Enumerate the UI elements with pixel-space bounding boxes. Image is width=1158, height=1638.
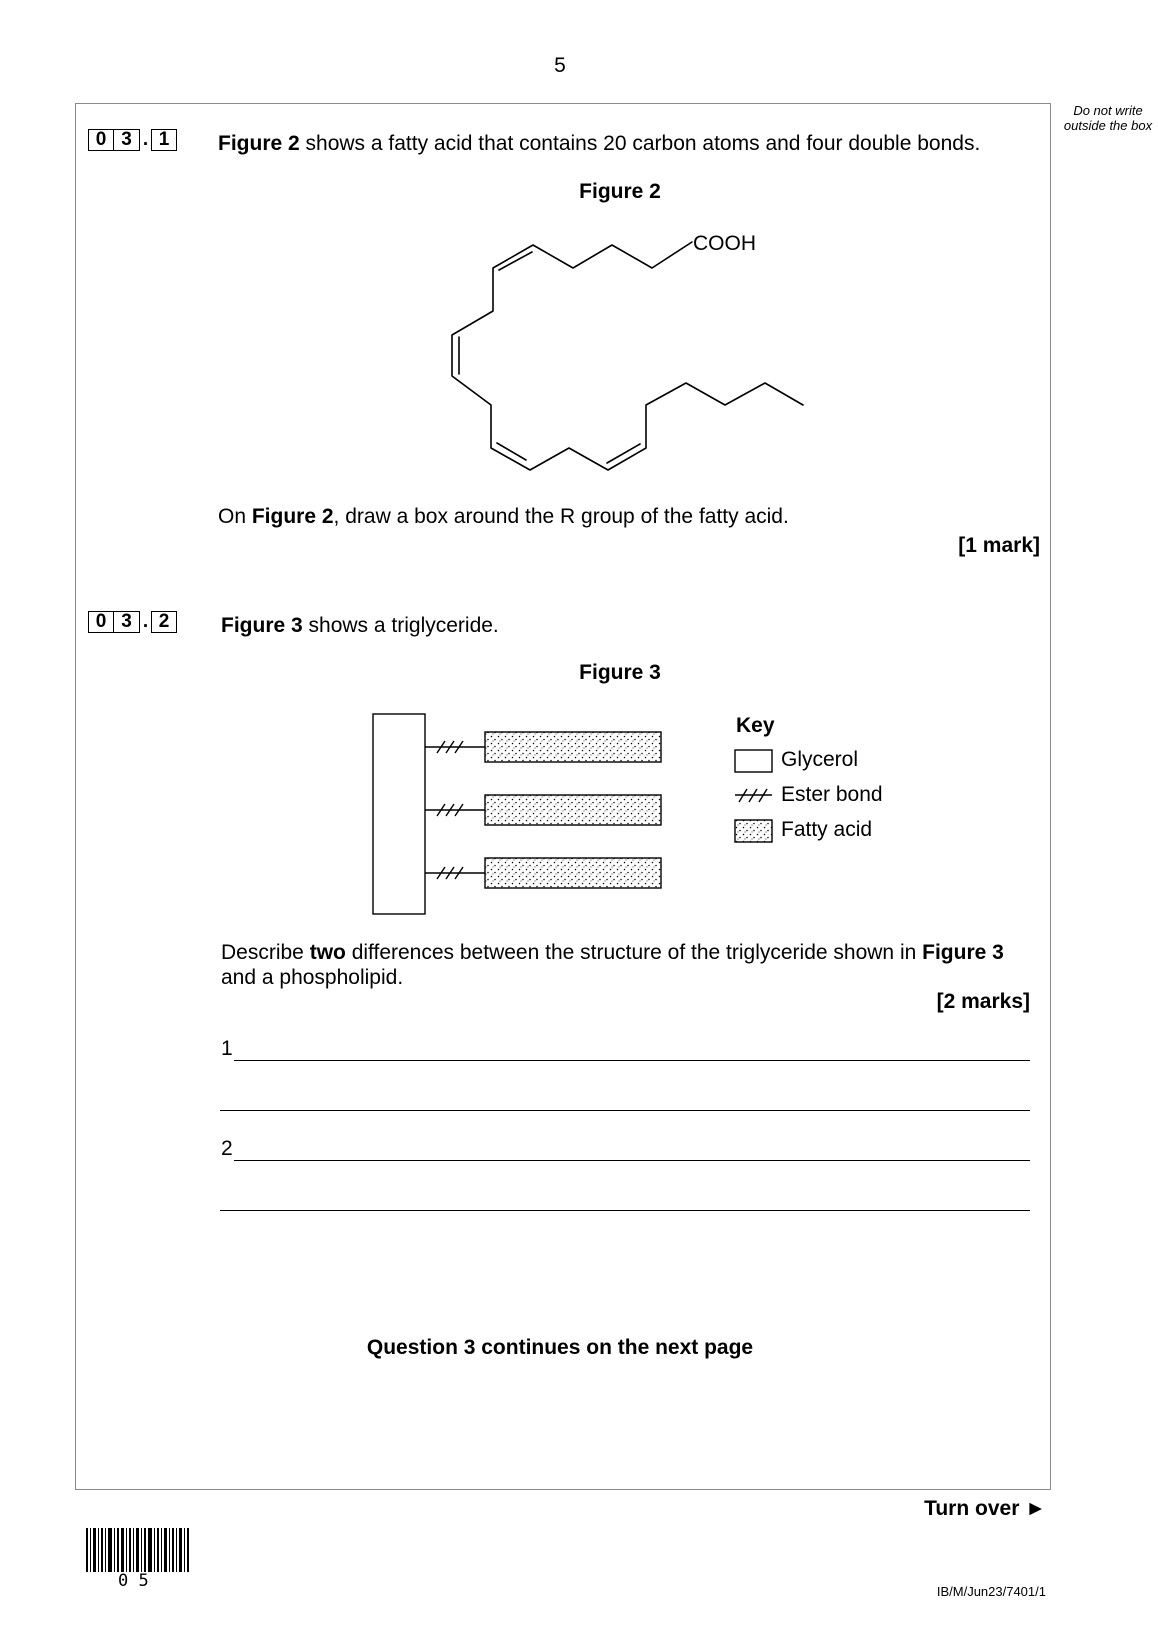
question-03-2-intro: [221, 613, 499, 638]
marks-03-1: [1 mark]: [958, 534, 1040, 557]
answer-line[interactable]: [220, 1110, 1030, 1111]
answer-number-1: 1: [221, 1037, 233, 1060]
fatty-acid-chain: [485, 858, 661, 888]
question-part: 1: [151, 129, 177, 151]
figure-ref: Figure 3: [221, 614, 303, 637]
question-dot: .: [142, 611, 149, 632]
figure-ref: Figure 2: [251, 505, 334, 528]
question-03-1-instruction: [218, 504, 789, 529]
glycerol-block: [373, 714, 425, 914]
barcode-digits: 0 5: [118, 1571, 149, 1591]
describe-text: differences between the structure of the triglyceride shown in: [345, 941, 923, 964]
key-title: Key: [736, 714, 775, 737]
describe-text: Describe: [221, 941, 310, 964]
question-03-1-intro: [218, 131, 980, 156]
fatty-acid-structure: [430, 225, 810, 485]
figure-3-title: Figure 3: [579, 661, 661, 684]
key-ester-bond-symbol: [735, 789, 772, 802]
intro-text: shows a fatty acid that contains 20 carbon atoms and four double bonds.: [299, 132, 981, 155]
answer-line[interactable]: [234, 1060, 1030, 1061]
question-digit: 3: [114, 611, 140, 633]
marks-03-2: [2 marks]: [936, 990, 1030, 1013]
emphasis-two: two: [309, 941, 346, 964]
answer-line[interactable]: [220, 1210, 1030, 1211]
fatty-acid-chain: [485, 732, 661, 762]
carbon-chain-skeleton: [452, 242, 803, 470]
question-dot: .: [142, 129, 149, 150]
key-label-glycerol: Glycerol: [781, 748, 859, 771]
key-fatty-acid-symbol: [735, 820, 772, 842]
intro-text: shows a triglyceride.: [302, 614, 499, 637]
describe-text: and a phospholipid.: [221, 966, 404, 989]
figure-ref: Figure 2: [218, 132, 300, 155]
fatty-acid-chain: [485, 795, 661, 825]
page-number: 5: [554, 54, 566, 77]
question-part: 2: [151, 611, 177, 633]
turn-over-label: Turn over ►: [924, 1497, 1046, 1520]
answer-number-2: 2: [221, 1137, 233, 1160]
key-label-ester-bond: Ester bond: [781, 783, 883, 806]
paper-code: IB/M/Jun23/7401/1: [936, 1584, 1046, 1599]
margin-note: Do not write outside the box: [1063, 103, 1153, 133]
key-glycerol-symbol: [735, 750, 772, 772]
question-03-2-describe: [221, 940, 1021, 990]
instruction-text: , draw a box around the R group of the fatty acid.: [333, 505, 789, 528]
cooh-label: COOH: [693, 232, 756, 255]
answer-line[interactable]: [234, 1160, 1030, 1161]
double-bond-line: [497, 443, 526, 460]
figure-2-title: Figure 2: [579, 180, 661, 203]
question-number-03-1: [88, 129, 177, 151]
ester-bond: [425, 804, 485, 816]
question-digit: 0: [88, 611, 114, 633]
key-label-fatty-acid: Fatty acid: [781, 818, 873, 841]
triglyceride-diagram: [360, 700, 900, 930]
ester-bond: [425, 741, 485, 753]
question-digit: 0: [88, 129, 114, 151]
ester-bond: [425, 867, 485, 879]
instruction-text: On: [218, 505, 252, 528]
question-number-03-2: [88, 611, 177, 633]
question-digit: 3: [114, 129, 140, 151]
continues-note: Question 3 continues on the next page: [366, 1336, 754, 1359]
figure-ref: Figure 3: [922, 941, 1004, 964]
